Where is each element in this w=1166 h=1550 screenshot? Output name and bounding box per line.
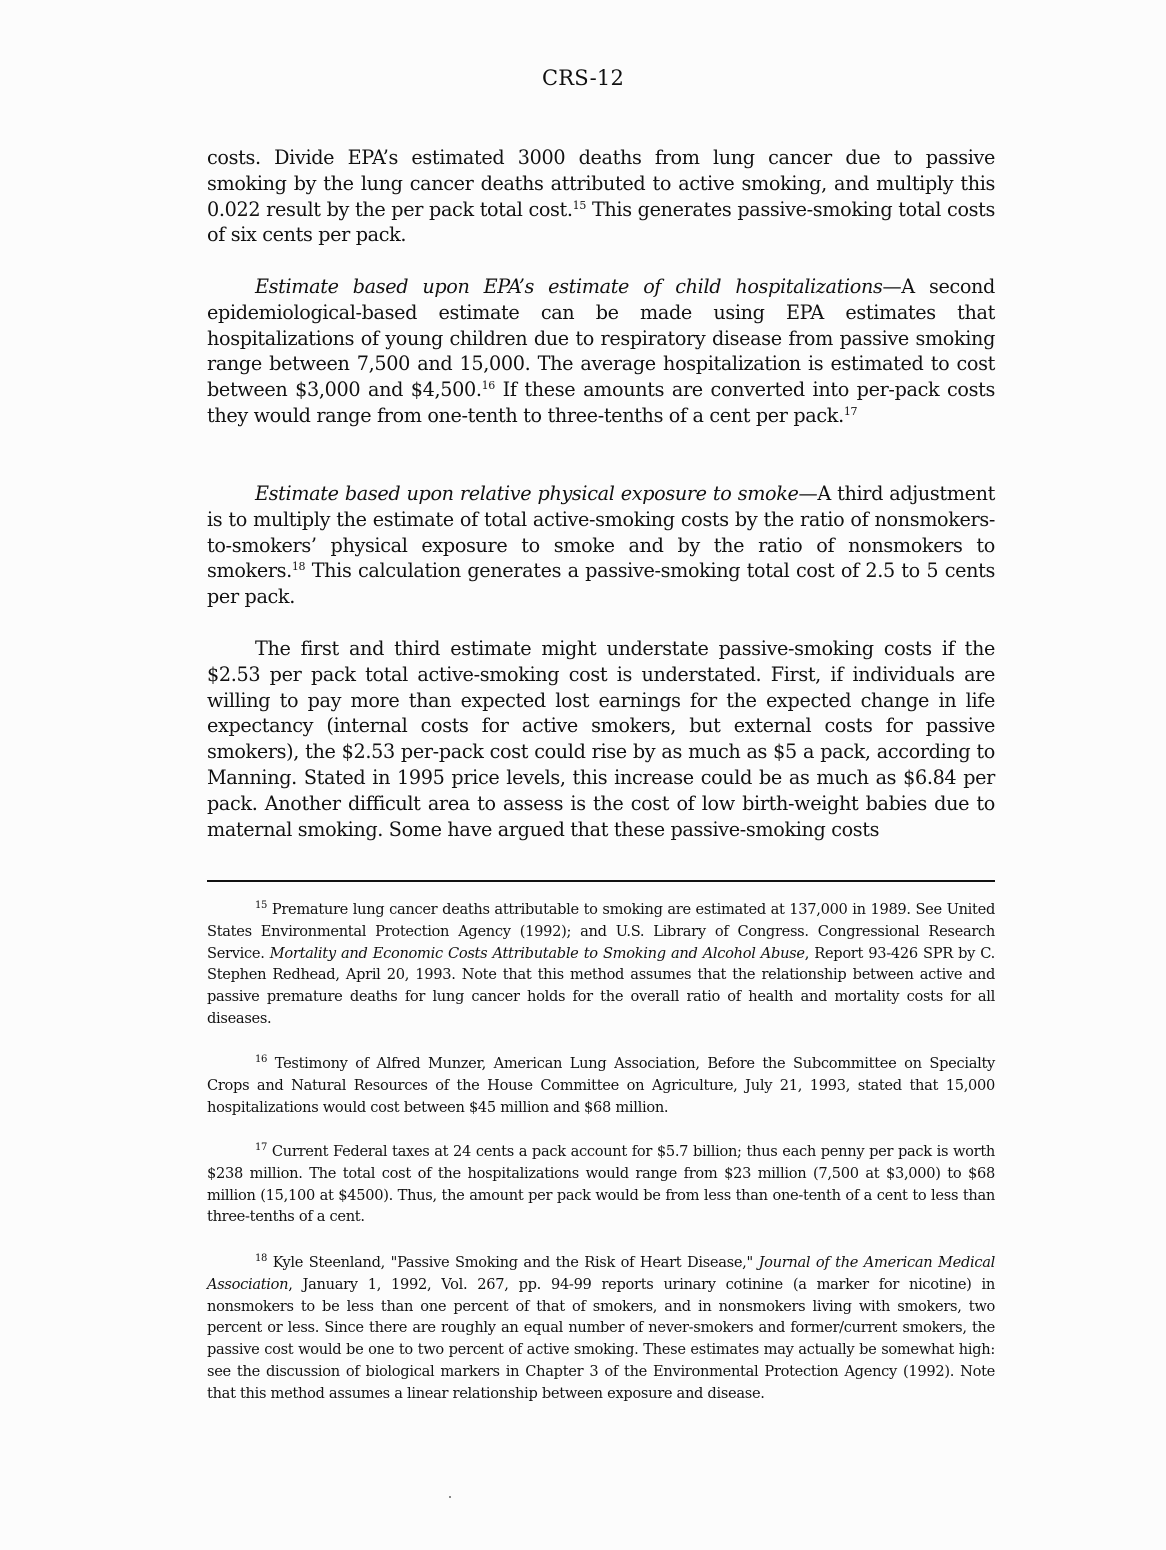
paragraph-child-hospitalizations xyxy=(207,274,995,429)
footnote-ref-17[interactable]: 17 xyxy=(843,404,858,418)
paragraph-text: —A second epidemiological-based estimate can be made using EPA estimates that hospitalizations of young children due to respiratory disease from passive smoking range between 7,500 and 15,000. The average hospitalization is estimated to cost between $3,000 and $4,500. xyxy=(207,275,995,402)
footnote-number: 18 xyxy=(255,1253,268,1264)
footnote-separator-rule xyxy=(207,880,995,882)
scan-speck xyxy=(449,1496,451,1498)
paragraph-text: This calculation generates a passive-smoking total cost of 2.5 to 5 cents per pack. xyxy=(207,559,995,609)
footnote-text: Testimony of Alfred Munzer, American Lung Association, Before the Subcommittee on Specialty Crops and Natural Resources of the House Committee on Agriculture, July 21, 1993, stated that 15,000 hospitalizations would cost between $45 million and $68 million. xyxy=(207,1055,995,1116)
footnote-text: Premature lung cancer deaths attributable to smoking are estimated at 137,000 in 1989. See United States Environmental Protection Agency (1992); and U.S. Library of Congress. Congressional Research Service. xyxy=(207,901,995,962)
footnote-18 xyxy=(207,1252,995,1405)
report-title: Mortality and Economic Costs Attributable to Smoking and Alcohol Abuse xyxy=(269,944,805,962)
paragraph-text: If these amounts are converted into per-pack costs they would range from one-tenth to three-tenths of a cent per pack. xyxy=(207,378,995,427)
footnote-number: 15 xyxy=(255,900,268,911)
footnote-number: 16 xyxy=(255,1054,268,1065)
footnote-ref-16[interactable]: 16 xyxy=(481,379,495,393)
paragraph-understatement: The first and third estimate might understate passive-smoking costs if the $2.53 per pack total active-smoking cost is understated. First, if individuals are willing to pay more than expected lost earnings for the expected change in life expectancy (internal costs for active smokers, but external costs for passive smokers), the $2.53 per-pack cost could rise by as much as $5 a pack, according to Manning. Stated in 1995 price levels, this increase could be as much as $6.84 per pack. Another difficult area to assess is the cost of low birth-weight babies due to maternal smoking. Some have argued that these passive-smoking costs xyxy=(207,637,995,841)
footnote-ref-15[interactable]: 15 xyxy=(572,198,586,212)
section-run-in-heading: Estimate based upon EPA’s estimate of child hospitalizations xyxy=(255,275,883,298)
section-run-in-heading: Estimate based upon relative physical exposure to smoke xyxy=(255,482,799,505)
footnote-text: , January 1, 1992, Vol. 267, pp. 94-99 reports urinary cotinine (a marker for nicotine) in nonsmokers to be less than one percent of that of smokers, and in nonsmokers living with smokers, two percent or less. Since there are roughly an equal number of never-smokers and former/current smokers, the passive cost would be one to two percent of active smoking. These estimates may actually be somewhat high: see the discussion of biological markers in Chapter 3 of the Environmental Protection Agency (1992). Note that this method assumes a linear relationship between exposure and disease. xyxy=(207,1275,995,1402)
paragraph-text: —A third adjustment is to multiply the estimate of total active-smoking costs by the ratio of nonsmokers-to-smokers’ physical exposure to smoke and by the ratio of nonsmokers to smokers. xyxy=(207,482,995,583)
footnote-text: Kyle Steenland, "Passive Smoking and the Risk of Heart Disease," xyxy=(267,1254,759,1271)
paragraph-text: costs. Divide EPA’s estimated 3000 deaths from lung cancer due to passive smoking by the lung cancer deaths attributed to active smoking, and multiply this 0.022 result by the per pack total cost. xyxy=(207,146,995,221)
paragraph-physical-exposure xyxy=(207,481,995,610)
footnote-15 xyxy=(207,899,995,1030)
page-number-header: CRS-12 xyxy=(541,66,625,90)
footnote-number: 17 xyxy=(255,1142,268,1153)
footnote-ref-18[interactable]: 18 xyxy=(291,560,306,574)
footnote-16 xyxy=(207,1053,995,1118)
footnote-text: , Report 93-426 SPR by C. Stephen Redhead, April 20, 1993. Note that this method assumes that the relationship between active and passive premature deaths for lung cancer holds for the overall ratio of health and mortality costs for all diseases. xyxy=(207,944,995,1027)
footnote-17 xyxy=(207,1141,995,1228)
paragraph-first-estimate xyxy=(207,145,995,248)
journal-title: Journal of the American Medical Association xyxy=(207,1254,995,1293)
paragraph-text: This generates passive-smoking total costs of six cents per pack. xyxy=(207,197,995,247)
footnote-text: Current Federal taxes at 24 cents a pack account for $5.7 billion; thus each penny per pack is worth $238 million. The total cost of the hospitalizations would range from $23 million (7,500 at $3,000) to $68 million (15,100 at $4500). Thus, the amount per pack would be from less than one-tenth of a cent to less than three-tenths of a cent. xyxy=(207,1143,995,1226)
